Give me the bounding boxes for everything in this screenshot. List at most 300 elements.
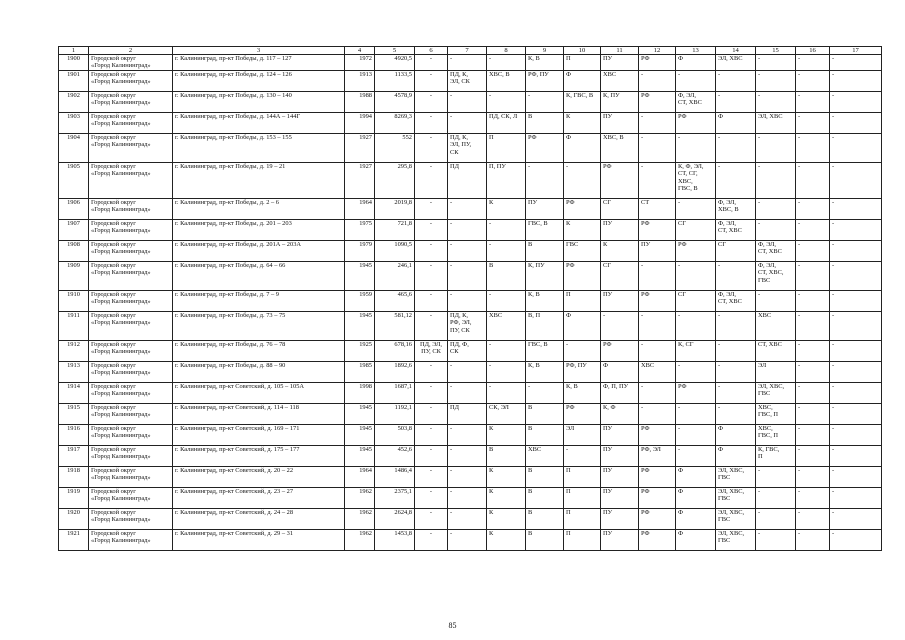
table-cell: 2624,8	[375, 508, 415, 529]
table-cell: 1962	[345, 508, 375, 529]
table-row	[59, 70, 882, 91]
table-cell: Городской округ «Город Калининград»	[89, 133, 173, 162]
table-cell: Городской округ «Город Калининград»	[89, 91, 173, 112]
table-cell: г. Калининград, пр-кт Победы, д. 73 – 75	[173, 311, 345, 340]
table-row	[59, 261, 882, 290]
table-cell: -	[796, 70, 830, 91]
table-cell: -	[448, 508, 487, 529]
table-cell: -	[415, 382, 448, 403]
table-cell: РФ	[639, 91, 676, 112]
table-cell: ПД, К, ЭЛ, СК	[448, 70, 487, 91]
table-cell: -	[676, 361, 716, 382]
table-cell: -	[415, 91, 448, 112]
column-header: 2	[89, 47, 173, 55]
table-cell: -	[676, 424, 716, 445]
table-cell: ПУ	[601, 290, 639, 311]
table-cell: К, В	[526, 290, 564, 311]
table-cell: 1964	[345, 466, 375, 487]
table-cell: К	[564, 219, 601, 240]
table-cell: ЭЛ, ХВС, ГВС	[716, 508, 756, 529]
column-header: 3	[173, 47, 345, 55]
table-cell: -	[716, 261, 756, 290]
table-cell: -	[415, 133, 448, 162]
table-cell: ПД	[448, 162, 487, 198]
table-cell: 1964	[345, 198, 375, 219]
table-row	[59, 508, 882, 529]
column-header: 9	[526, 47, 564, 55]
table-cell: -	[448, 290, 487, 311]
table-cell: г. Калининград, пр-кт Победы, д. 117 – 127	[173, 55, 345, 71]
table-cell: -	[415, 466, 448, 487]
table-cell: П	[564, 529, 601, 550]
table-cell: Городской округ «Город Калининград»	[89, 55, 173, 71]
table-cell: СГ	[676, 219, 716, 240]
table-cell: РФ, ЭЛ	[639, 445, 676, 466]
table-cell: ЭЛ, ХВС	[716, 55, 756, 71]
table-cell: В	[526, 240, 564, 261]
table-cell: Городской округ «Город Калининград»	[89, 198, 173, 219]
table-cell: -	[676, 70, 716, 91]
table-cell: -	[448, 261, 487, 290]
table-cell: -	[830, 445, 882, 466]
table-row	[59, 240, 882, 261]
table-cell: -	[676, 261, 716, 290]
table-cell: -	[830, 55, 882, 71]
table-cell: ГВС	[564, 240, 601, 261]
table-cell: ХВС	[639, 361, 676, 382]
table-cell: РФ	[526, 133, 564, 162]
table-cell: В	[526, 487, 564, 508]
table-cell: 1090,5	[375, 240, 415, 261]
table-row	[59, 445, 882, 466]
table-cell: -	[676, 198, 716, 219]
table-cell: 295,8	[375, 162, 415, 198]
table-cell: РФ	[639, 55, 676, 71]
table-cell: Ф, ЭЛ, СТ, ХВС	[716, 219, 756, 240]
table-cell: Городской округ «Город Калининград»	[89, 529, 173, 550]
table-cell: -	[756, 487, 796, 508]
table-cell: Городской округ «Город Калининград»	[89, 311, 173, 340]
table-cell: П	[564, 290, 601, 311]
table-cell: Ф, П, ПУ	[601, 382, 639, 403]
table-cell: 1945	[345, 311, 375, 340]
table-cell: 1998	[345, 382, 375, 403]
table-cell: В	[526, 466, 564, 487]
table-cell: Городской округ «Город Калининград»	[89, 112, 173, 133]
table-cell: 1959	[345, 290, 375, 311]
table-cell: -	[716, 361, 756, 382]
table-cell: г. Калининград, пр-кт Победы, д. 19 – 21	[173, 162, 345, 198]
column-header: 5	[375, 47, 415, 55]
table-cell: -	[830, 508, 882, 529]
table-cell: 1906	[59, 198, 89, 219]
table-cell: -	[448, 112, 487, 133]
table-cell: -	[830, 133, 882, 162]
table-cell: ПУ	[601, 219, 639, 240]
table-cell: ЭЛ, ХВС	[756, 112, 796, 133]
data-table	[58, 46, 882, 551]
table-cell: г. Калининград, пр-кт Победы, д. 88 – 90	[173, 361, 345, 382]
table-cell: ПУ	[601, 112, 639, 133]
table-cell: -	[796, 445, 830, 466]
table-cell: 1962	[345, 529, 375, 550]
table-cell: К	[487, 198, 526, 219]
table-cell: г. Калининград, пр-кт Советский, д. 29 – 31	[173, 529, 345, 550]
table-cell: 246,1	[375, 261, 415, 290]
table-cell: РФ	[676, 382, 716, 403]
table-cell: г. Калининград, пр-кт Победы, д. 201А – 203А	[173, 240, 345, 261]
table-cell: Городской округ «Город Калининград»	[89, 162, 173, 198]
table-cell: г. Калининград, пр-кт Победы, д. 76 – 78	[173, 340, 345, 361]
table-cell: ГВС, В	[526, 219, 564, 240]
table-cell: г. Калининград, пр-кт Советский, д. 20 – 22	[173, 466, 345, 487]
column-header: 8	[487, 47, 526, 55]
table-cell: -	[415, 445, 448, 466]
table-cell: 1914	[59, 382, 89, 403]
table-cell: -	[415, 529, 448, 550]
table-cell: Ф	[601, 361, 639, 382]
table-cell: К	[487, 487, 526, 508]
table-cell: 1133,5	[375, 70, 415, 91]
table-cell: 1892,6	[375, 361, 415, 382]
table-cell: г. Калининград, пр-кт Советский, д. 114 – 118	[173, 403, 345, 424]
table-cell: -	[676, 133, 716, 162]
table-cell: 721,8	[375, 219, 415, 240]
table-cell: Городской округ «Город Калининград»	[89, 487, 173, 508]
table-cell: -	[487, 382, 526, 403]
column-header: 15	[756, 47, 796, 55]
table-cell: РФ	[564, 403, 601, 424]
table-cell: -	[639, 403, 676, 424]
table-cell: 1979	[345, 240, 375, 261]
table-cell: К	[487, 508, 526, 529]
column-header: 6	[415, 47, 448, 55]
table-cell: В	[526, 424, 564, 445]
table-cell: -	[716, 162, 756, 198]
table-cell: СГ	[601, 261, 639, 290]
table-cell: ХВС, ГВС, П	[756, 403, 796, 424]
table-cell: -	[415, 55, 448, 71]
table-cell: -	[716, 382, 756, 403]
table-cell: -	[796, 508, 830, 529]
table-cell: -	[448, 240, 487, 261]
table-cell: К	[487, 424, 526, 445]
table-cell: -	[415, 70, 448, 91]
table-cell: -	[639, 112, 676, 133]
table-cell: Городской округ «Город Калининград»	[89, 290, 173, 311]
table-cell: -	[564, 340, 601, 361]
table-cell: 1912	[59, 340, 89, 361]
table-cell: СТ, ХВС	[756, 340, 796, 361]
table-cell: -	[601, 311, 639, 340]
table-cell: Ф	[716, 112, 756, 133]
table-cell: -	[796, 424, 830, 445]
table-cell: ХВС	[526, 445, 564, 466]
table-cell: Городской округ «Город Калининград»	[89, 70, 173, 91]
table-cell: -	[448, 487, 487, 508]
table-row	[59, 361, 882, 382]
table-cell: -	[796, 198, 830, 219]
table-cell: -	[830, 487, 882, 508]
table-cell: Городской округ «Город Калининград»	[89, 445, 173, 466]
table-cell: -	[415, 424, 448, 445]
table-cell: К	[487, 529, 526, 550]
table-cell: 2375,1	[375, 487, 415, 508]
table-cell: 1945	[345, 261, 375, 290]
table-cell: 503,8	[375, 424, 415, 445]
table-cell: -	[526, 162, 564, 198]
table-cell: ПУ	[639, 240, 676, 261]
table-cell: 1920	[59, 508, 89, 529]
column-header: 13	[676, 47, 716, 55]
table-cell: П	[564, 466, 601, 487]
table-cell: -	[796, 91, 830, 112]
table-cell: 1915	[59, 403, 89, 424]
table-cell: РФ	[639, 508, 676, 529]
table-cell: -	[830, 340, 882, 361]
table-cell: -	[526, 382, 564, 403]
table-cell: 1908	[59, 240, 89, 261]
table-cell: Ф, ЭЛ, ХВС, В	[716, 198, 756, 219]
table-cell: РФ	[676, 112, 716, 133]
table-cell: Городской округ «Город Калининград»	[89, 361, 173, 382]
table-cell: К, В	[526, 361, 564, 382]
table-cell: Ф	[676, 466, 716, 487]
table-cell: 1687,1	[375, 382, 415, 403]
table-cell: 1904	[59, 133, 89, 162]
table-cell: СГ	[716, 240, 756, 261]
table-cell: Ф, ЭЛ, СТ, ХВС	[756, 240, 796, 261]
table-cell: Ф, ЭЛ, СТ, ХВС, ГВС	[756, 261, 796, 290]
table-cell: К	[487, 466, 526, 487]
table-cell: -	[830, 162, 882, 198]
table-cell: В, П	[526, 311, 564, 340]
table-cell: -	[756, 162, 796, 198]
table-cell: 1945	[345, 445, 375, 466]
table-cell: РФ	[564, 198, 601, 219]
column-header: 11	[601, 47, 639, 55]
table-row	[59, 403, 882, 424]
table-cell: -	[415, 361, 448, 382]
table-cell: -	[756, 529, 796, 550]
table-cell: -	[676, 311, 716, 340]
table-cell: -	[830, 403, 882, 424]
table-cell: В	[526, 508, 564, 529]
table-cell: 1900	[59, 55, 89, 71]
table-row	[59, 91, 882, 112]
table-cell: Ф, ЭЛ, СТ, ХВС	[716, 290, 756, 311]
table-cell: 1453,8	[375, 529, 415, 550]
table-cell: 1945	[345, 403, 375, 424]
table-cell: -	[716, 311, 756, 340]
table-cell: -	[487, 361, 526, 382]
table-cell: г. Калининград, пр-кт Советский, д. 169 – 171	[173, 424, 345, 445]
table-cell: -	[796, 261, 830, 290]
table-cell: СК, ЭЛ	[487, 403, 526, 424]
column-header: 17	[830, 47, 882, 55]
table-cell: г. Калининград, пр-кт Советский, д. 24 – 28	[173, 508, 345, 529]
table-cell: -	[796, 382, 830, 403]
table-cell: -	[415, 403, 448, 424]
table-cell: -	[796, 311, 830, 340]
table-cell: -	[830, 466, 882, 487]
table-cell: ХВС, В	[487, 70, 526, 91]
table-cell: В	[526, 112, 564, 133]
table-cell: 452,6	[375, 445, 415, 466]
column-header: 12	[639, 47, 676, 55]
table-cell: РФ	[639, 529, 676, 550]
column-header: 16	[796, 47, 830, 55]
table-cell: -	[756, 55, 796, 71]
table-row	[59, 424, 882, 445]
table-cell: -	[796, 240, 830, 261]
table-cell: РФ, ПУ	[526, 70, 564, 91]
table-cell: -	[830, 219, 882, 240]
table-cell: Ф, ЭЛ, СТ, ХВС	[676, 91, 716, 112]
table-cell: ПУ	[601, 487, 639, 508]
table-cell: -	[796, 133, 830, 162]
table-cell: г. Калининград, пр-кт Победы, д. 124 – 126	[173, 70, 345, 91]
table-cell: К	[564, 112, 601, 133]
table-row	[59, 382, 882, 403]
table-cell: В	[487, 261, 526, 290]
table-cell: ПУ	[601, 529, 639, 550]
table-cell: -	[415, 261, 448, 290]
table-cell: 1902	[59, 91, 89, 112]
column-header: 10	[564, 47, 601, 55]
table-cell: К, ГВС, П	[756, 445, 796, 466]
table-cell: -	[830, 290, 882, 311]
table-cell: 1913	[59, 361, 89, 382]
table-cell: -	[448, 424, 487, 445]
table-row	[59, 340, 882, 361]
table-cell: ПУ	[601, 55, 639, 71]
table-cell: ПУ	[601, 508, 639, 529]
table-cell: 1985	[345, 361, 375, 382]
table-cell: К, ПУ	[601, 91, 639, 112]
table-cell: 1975	[345, 219, 375, 240]
table-cell: г. Калининград, пр-кт Победы, д. 201 – 203	[173, 219, 345, 240]
table-cell: СГ	[601, 198, 639, 219]
table-cell: -	[796, 466, 830, 487]
table-cell: -	[487, 340, 526, 361]
table-cell: -	[448, 382, 487, 403]
table-cell: -	[487, 91, 526, 112]
table-cell: -	[448, 55, 487, 71]
table-cell: 1994	[345, 112, 375, 133]
table-cell: 1192,1	[375, 403, 415, 424]
column-header: 14	[716, 47, 756, 55]
table-cell: -	[639, 261, 676, 290]
table-cell: ЭЛ, ХВС, ГВС	[716, 529, 756, 550]
table-cell: ПД, ЭЛ, ПУ, СК	[415, 340, 448, 361]
table-cell: В	[487, 445, 526, 466]
table-cell: СТ	[639, 198, 676, 219]
page-number: 85	[448, 621, 457, 630]
table-cell: 678,16	[375, 340, 415, 361]
table-cell: ЭЛ, ХВС, ГВС	[756, 382, 796, 403]
table-cell: -	[487, 55, 526, 71]
table-cell: Ф	[716, 445, 756, 466]
table-cell: ПД	[448, 403, 487, 424]
table-cell: ЭЛ, ХВС, ГВС	[716, 487, 756, 508]
table-cell: Ф	[564, 311, 601, 340]
table-cell: К, ГВС, В	[564, 91, 601, 112]
table-cell: 4578,9	[375, 91, 415, 112]
table-cell: -	[415, 198, 448, 219]
table-cell: г. Калининград, пр-кт Победы, д. 2 – 6	[173, 198, 345, 219]
table-cell: -	[716, 340, 756, 361]
table-cell: -	[830, 424, 882, 445]
table-cell: ХВС	[487, 311, 526, 340]
table-cell: П	[564, 55, 601, 71]
table-cell: -	[415, 240, 448, 261]
table-cell: -	[415, 508, 448, 529]
table-cell: -	[487, 240, 526, 261]
table-cell: ПУ	[601, 445, 639, 466]
table-cell: Ф	[564, 70, 601, 91]
table-cell: Городской округ «Город Калининград»	[89, 403, 173, 424]
table-cell: РФ	[639, 466, 676, 487]
table-cell: -	[487, 219, 526, 240]
table-cell: -	[716, 70, 756, 91]
table-cell: К, Ф, ЭЛ, СТ, СГ, ХВС, ГВС, В	[676, 162, 716, 198]
table-cell: -	[639, 340, 676, 361]
table-cell: Ф	[676, 529, 716, 550]
table-row	[59, 487, 882, 508]
table-cell: г. Калининград, пр-кт Победы, д. 144А – 144Г	[173, 112, 345, 133]
table-cell: ПД, СК, Л	[487, 112, 526, 133]
table-cell: ХВС, В	[601, 133, 639, 162]
table-cell: 1916	[59, 424, 89, 445]
table-cell: ПУ	[601, 424, 639, 445]
table-cell: -	[415, 112, 448, 133]
table-row	[59, 529, 882, 550]
table-cell: 1921	[59, 529, 89, 550]
table-cell: -	[796, 112, 830, 133]
table-cell: г. Калининград, пр-кт Советский, д. 105 – 105А	[173, 382, 345, 403]
table-cell: -	[756, 91, 796, 112]
table-cell: 1927	[345, 133, 375, 162]
table-cell: СГ	[676, 290, 716, 311]
table-cell: -	[830, 198, 882, 219]
table-cell: -	[639, 133, 676, 162]
table-cell: П	[487, 133, 526, 162]
table-cell: 1917	[59, 445, 89, 466]
table-cell: Городской округ «Город Калининград»	[89, 240, 173, 261]
table-cell: 1988	[345, 91, 375, 112]
table-cell: В	[526, 529, 564, 550]
table-row	[59, 466, 882, 487]
table-cell: ПД, Ф, СК	[448, 340, 487, 361]
table-cell: 1918	[59, 466, 89, 487]
table-cell: К, В	[526, 55, 564, 71]
table-cell: 1486,4	[375, 466, 415, 487]
table-cell: -	[796, 403, 830, 424]
table-cell: 1925	[345, 340, 375, 361]
table-cell: -	[756, 70, 796, 91]
table-cell: К, В	[564, 382, 601, 403]
table-cell: -	[448, 219, 487, 240]
table-cell: РФ	[639, 219, 676, 240]
column-header: 7	[448, 47, 487, 55]
table-cell: Городской округ «Город Калининград»	[89, 219, 173, 240]
table-cell: Городской округ «Город Калининград»	[89, 424, 173, 445]
table-cell: -	[676, 403, 716, 424]
table-cell: Городской округ «Город Калининград»	[89, 382, 173, 403]
table-cell: 1905	[59, 162, 89, 198]
table-cell: г. Калининград, пр-кт Победы, д. 64 – 66	[173, 261, 345, 290]
